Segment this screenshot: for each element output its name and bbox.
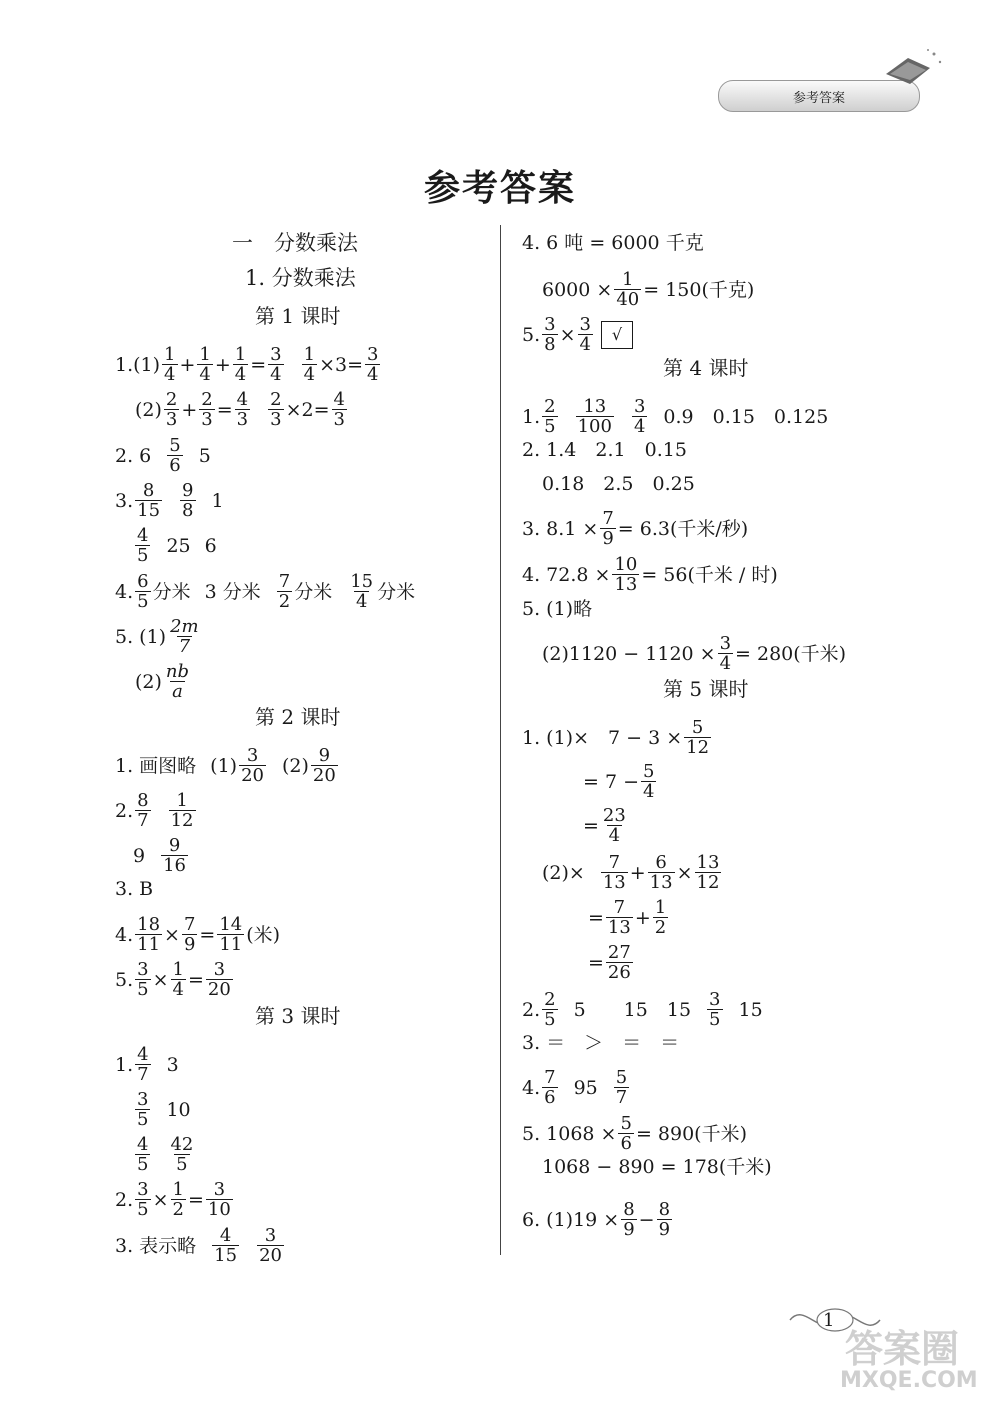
answer-3-5: 5. $\frac{3}{8}$ × $\frac{3}{4}$ √ (522, 315, 633, 354)
fraction-denominator: 5 (137, 979, 149, 1000)
fraction-numerator: 3 (264, 1225, 277, 1246)
answer-4: 4. $\frac{6}{5}$ 分米 3 分米 $\frac{7}{2}$ 分米 $\frac{15}{4}$ 分米 (115, 571, 416, 612)
fraction (578, 315, 593, 354)
answer-4-3: 3. 8.1 × $\frac{7}{9}$ = 6.3(千米/秒) (522, 508, 749, 549)
fraction (641, 762, 656, 801)
fraction-denominator: 13 (602, 872, 626, 893)
fraction-numerator: 13 (583, 396, 607, 417)
answer-5-5-cont: 1068 − 890 = 178(千米) (542, 1156, 772, 1178)
fraction-denominator: 12 (170, 810, 194, 831)
fraction-numerator: 3 (367, 344, 379, 365)
answer-5-5: 5. 1068 × $\frac{5}{6}$ = 890(千米) (522, 1113, 747, 1154)
fraction (257, 1226, 284, 1265)
fraction (135, 481, 162, 520)
fraction (542, 1068, 557, 1107)
fraction-numerator: 1 (172, 959, 184, 980)
answer-3-cont: $\frac{4}{5}$ 25 6 (137, 525, 217, 566)
watermark-url: MXQE.COM (840, 1368, 978, 1393)
answer-3-3: 3. 表示略 $\frac{4}{15}$ $\frac{3}{20}$ (115, 1225, 282, 1266)
answer-3-1: 1. $\frac{4}{7}$ 3 (115, 1044, 179, 1085)
check-mark-box: √ (601, 321, 633, 349)
fraction (618, 1114, 633, 1153)
fraction (169, 791, 196, 830)
fraction-numerator: 2 (165, 389, 178, 410)
answer-4-5-2: (2)1120 − 1120 × $\frac{3}{4}$ = 280(千米) (542, 633, 847, 674)
answer-2-3: 3. B (115, 878, 154, 900)
answer-3: 3. $\frac{8}{15}$ $\frac{9}{8}$ 1 (115, 480, 224, 521)
fraction-denominator: 5 (544, 416, 556, 437)
fraction-numerator: 8 (142, 480, 155, 501)
fraction-denominator: 4 (367, 364, 379, 385)
fraction-numerator: 3 (213, 959, 226, 980)
fraction (695, 853, 722, 892)
answer-5-4: 4. $\frac{7}{6}$ 95 $\frac{5}{7}$ (522, 1067, 628, 1108)
fraction-denominator: 20 (312, 765, 336, 786)
fraction-numerator: 4 (333, 389, 345, 410)
fraction (168, 1135, 195, 1174)
fraction-denominator: 2 (654, 917, 667, 938)
fraction-numerator: 1 (654, 897, 667, 918)
fraction-numerator: 3 (709, 989, 721, 1010)
fraction-denominator: 5 (544, 1009, 556, 1030)
fraction (164, 390, 179, 429)
fraction-numerator: 3 (633, 396, 646, 417)
fraction (612, 555, 639, 594)
fraction-denominator: 20 (207, 979, 231, 1000)
fraction-numerator: 3 (579, 314, 591, 335)
fraction-denominator: 5 (709, 1009, 721, 1030)
fraction-numerator: 2 (270, 389, 282, 410)
fraction-denominator: 5 (176, 1154, 188, 1175)
fraction (601, 853, 628, 892)
fraction (632, 397, 647, 436)
fraction-denominator: 9 (183, 934, 196, 955)
fraction (212, 1226, 239, 1265)
fraction-denominator: 6 (169, 455, 181, 476)
fraction (171, 960, 186, 999)
section-heading: 一 分数乘法 (232, 231, 358, 255)
page-number: 1 (823, 1310, 835, 1331)
fraction-numerator: 15 (350, 571, 374, 592)
fraction-numerator: 7 (613, 897, 626, 918)
column-divider (500, 225, 501, 1255)
fraction-numerator: 2 (544, 989, 556, 1010)
lesson-1-heading: 第 1 课时 (255, 304, 341, 328)
answer-5-1-line1: 1. (1)× 7 − 3 × $\frac{5}{12}$ (522, 717, 710, 758)
fraction (161, 836, 188, 875)
fraction (197, 345, 212, 384)
fraction (217, 915, 244, 954)
fraction-denominator: 15 (137, 500, 161, 521)
answer-3-4-calc: 6000 × $\frac{1}{40}$ = 150(千克) (542, 269, 755, 310)
answer-4-2-cont: 0.18 2.5 0.25 (542, 473, 695, 495)
fraction-denominator: 4 (164, 364, 176, 385)
answer-5-3: 3. ＝ ＞ ＝ ＝ (522, 1032, 680, 1054)
fraction (135, 1090, 150, 1129)
lesson-4-heading: 第 4 课时 (663, 356, 749, 380)
answer-5-1-line3: = $\frac{23}{4}$ (583, 805, 626, 846)
fraction-numerator: 2m (170, 616, 199, 637)
fraction-numerator: 3 (137, 959, 149, 980)
fraction (135, 1180, 150, 1219)
fraction (135, 960, 150, 999)
fraction-denominator: 4 (633, 416, 646, 437)
fraction-denominator: 8 (182, 500, 194, 521)
fraction-numerator: 3 (137, 1179, 149, 1200)
fraction-denominator: 4 (608, 825, 621, 846)
fraction-numerator: 10 (614, 554, 638, 575)
fraction-numerator: 14 (219, 914, 243, 935)
fraction (135, 1135, 150, 1174)
fraction (600, 509, 615, 548)
fraction (182, 915, 197, 954)
fraction-numerator: 2 (544, 396, 556, 417)
fraction-numerator: 13 (696, 852, 720, 873)
fraction (268, 390, 283, 429)
fraction-numerator: 8 (137, 790, 149, 811)
answer-2-2-cont: 9 $\frac{9}{16}$ (133, 835, 186, 876)
fraction-numerator: 9 (318, 745, 331, 766)
fraction-numerator: 8 (623, 1199, 635, 1220)
fraction (657, 1200, 672, 1239)
fraction (199, 390, 214, 429)
fraction (135, 915, 162, 954)
fraction (135, 791, 150, 830)
fraction-denominator: 4 (719, 653, 732, 674)
fraction-numerator: 7 (608, 852, 621, 873)
answer-1-2: (2) $\frac{2}{3}$ + $\frac{2}{3}$ = $\frac{4}{3}$ $\frac{2}{3}$ × 2 = $\frac{4}{3}$ (135, 389, 345, 430)
fraction-numerator: 18 (137, 914, 161, 935)
fraction-denominator: 4 (199, 364, 211, 385)
fraction-denominator: 7 (137, 1064, 149, 1085)
fraction-denominator: 4 (303, 364, 316, 385)
fraction-denominator: 4 (270, 364, 282, 385)
answer-5-1-2-line3: = $\frac{27}{26}$ (588, 942, 631, 983)
fraction-denominator: 3 (165, 409, 178, 430)
fraction-numerator: 4 (137, 525, 149, 546)
fraction-denominator: 10 (207, 1199, 231, 1220)
answer-4-2: 2. 1.4 2.1 0.15 (522, 439, 687, 461)
book-decoration-icon (878, 44, 948, 94)
fraction (206, 960, 233, 999)
fraction (332, 390, 347, 429)
answer-2-2: 2. $\frac{8}{7}$ $\frac{1}{12}$ (115, 790, 194, 831)
fraction-numerator: 2 (201, 389, 213, 410)
fraction-numerator: 3 (270, 344, 282, 365)
fraction-denominator: 13 (614, 574, 638, 595)
fraction (311, 746, 338, 785)
answer-2-5: 5. $\frac{3}{5}$ × $\frac{1}{4}$ = $\frac{3}{20}$ (115, 959, 231, 1000)
answer-5-2: (2) $\frac{nb}{a}$ (135, 661, 190, 702)
fraction (648, 853, 675, 892)
fraction-numerator: 42 (170, 1134, 194, 1155)
fraction-denominator: 13 (607, 917, 631, 938)
fraction (168, 617, 201, 656)
header-tab-label: 参考答案 (792, 91, 845, 106)
fraction-denominator: 3 (236, 409, 249, 430)
fraction-denominator: a (172, 681, 183, 702)
fraction-denominator: 6 (544, 1087, 556, 1108)
watermark-logo: 答案圈 (845, 1327, 960, 1371)
fraction (707, 990, 722, 1029)
fraction-denominator: 6 (620, 1133, 632, 1154)
lesson-3-heading: 第 3 课时 (255, 1004, 341, 1028)
fraction-denominator: 2 (172, 1199, 184, 1220)
fraction-numerator: 7 (183, 914, 196, 935)
lesson-5-heading: 第 5 课时 (663, 677, 749, 701)
fraction-numerator: 1 (199, 344, 211, 365)
fraction (542, 990, 557, 1029)
answer-5-1-2-line1: (2)× $\frac{7}{13}$ + $\frac{6}{13}$ × $\frac{13}{12}$ (542, 852, 720, 893)
section-subheading: 1. 分数乘法 (245, 266, 356, 290)
fraction (653, 898, 668, 937)
fraction-denominator: 9 (658, 1219, 671, 1240)
answer-1-1: 1.(1) $\frac{1}{4}$ + $\frac{1}{4}$ + $\frac{1}{4}$ = $\frac{3}{4}$ $\frac{1}{4}$ × 3 = $\frac{3}{4}$ (115, 344, 379, 385)
fraction-denominator: 5 (137, 1154, 149, 1175)
answer-3-2: 2. $\frac{3}{5}$ × $\frac{1}{2}$ = $\frac{3}{10}$ (115, 1179, 231, 1220)
answer-5-1-2-line2: = $\frac{7}{13}$ + $\frac{1}{2}$ (588, 897, 667, 938)
fraction (164, 662, 191, 701)
fraction (601, 806, 628, 845)
fraction-numerator: 3 (246, 745, 259, 766)
fraction (180, 481, 195, 520)
fraction-denominator: 4 (579, 334, 591, 355)
fraction-denominator: 13 (649, 872, 673, 893)
fraction (718, 634, 733, 673)
fraction (576, 397, 614, 436)
fraction-denominator: 12 (696, 872, 720, 893)
answer-5-1-line2: = 7 − $\frac{5}{4}$ (583, 761, 655, 802)
fraction-numerator: 1 (172, 1179, 184, 1200)
fraction-denominator: 40 (616, 289, 640, 310)
fraction-numerator: 5 (691, 717, 704, 738)
fraction-denominator: 20 (241, 765, 264, 786)
fraction-numerator: 1 (622, 269, 634, 290)
fraction-numerator: 7 (602, 508, 614, 529)
answer-3-1-cont-b (133, 1135, 197, 1174)
answer-5-6: 6. (1)19 × $\frac{8}{9}$ − $\frac{8}{9}$ (522, 1199, 671, 1240)
answer-2: 2. 6 $\frac{5}{6}$ 5 (115, 435, 211, 476)
fraction-denominator: 5 (137, 1199, 149, 1220)
fraction-numerator: 5 (169, 435, 181, 456)
fraction-denominator: 7 (137, 810, 149, 831)
fraction (235, 390, 250, 429)
fraction (614, 270, 641, 309)
fraction (365, 345, 380, 384)
page-title: 参考答案 (423, 168, 576, 209)
fraction-denominator: 3 (333, 409, 345, 430)
fraction-denominator: 3 (270, 409, 282, 430)
fraction-denominator: 5 (137, 545, 149, 566)
fraction-numerator: 3 (544, 314, 556, 335)
fraction-numerator: 5 (615, 1067, 628, 1088)
fraction (206, 1180, 233, 1219)
answer-5-2: 2. $\frac{2}{5}$ 5 15 15 $\frac{3}{5}$ 15 (522, 989, 763, 1030)
answer-4-1: 1. $\frac{2}{5}$ $\frac{13}{100}$ $\frac{3}{4}$ 0.9 0.15 0.125 (522, 396, 829, 437)
fraction-numerator: 1 (303, 344, 316, 365)
fraction-denominator: 4 (234, 364, 247, 385)
fraction-numerator: 1 (164, 344, 176, 365)
fraction-numerator: 5 (620, 1113, 632, 1134)
fraction-denominator: 3 (201, 409, 213, 430)
fraction (614, 1068, 629, 1107)
fraction-denominator: 4 (355, 591, 368, 612)
fraction-denominator: 5 (137, 591, 149, 612)
fraction-numerator: 1 (234, 344, 247, 365)
fraction-denominator: 15 (214, 1245, 238, 1266)
fraction (268, 345, 283, 384)
fraction-denominator: 12 (686, 737, 710, 758)
fraction-numerator: 4 (137, 1044, 149, 1065)
fraction-numerator: 27 (607, 942, 631, 963)
answer-2-4: 4. $\frac{18}{11}$ × $\frac{7}{9}$ = $\frac{14}{11}$ (米) (115, 914, 281, 955)
fraction-denominator: 26 (607, 962, 631, 983)
fraction-numerator: 4 (137, 1134, 149, 1155)
fraction (135, 1045, 150, 1084)
fraction-denominator: 9 (623, 1219, 635, 1240)
lesson-2-heading: 第 2 课时 (255, 705, 341, 729)
fraction (239, 746, 266, 785)
fraction (542, 315, 557, 354)
answer-4-5-1: 5. (1)略 (522, 598, 593, 620)
fraction-numerator: 6 (137, 571, 149, 592)
fraction-numerator: 3 (213, 1179, 226, 1200)
fraction-denominator: 11 (219, 934, 243, 955)
fraction (167, 436, 182, 475)
fraction-denominator: 7 (178, 636, 191, 657)
fraction (162, 345, 177, 384)
fraction-numerator: 5 (643, 761, 655, 782)
fraction (135, 526, 150, 565)
fraction-denominator: 7 (615, 1087, 628, 1108)
fraction (277, 572, 292, 611)
fraction (171, 1180, 186, 1219)
fraction-numerator: 3 (719, 633, 732, 654)
answer-5-1: 5. (1) $\frac{2m}{7}$ (115, 616, 199, 657)
fraction-denominator: 16 (163, 855, 186, 876)
fraction-numerator: 8 (658, 1199, 671, 1220)
fraction-numerator: 7 (544, 1067, 556, 1088)
fraction (135, 572, 150, 611)
answer-3-1-cont-a: $\frac{3}{5}$ 10 (137, 1089, 191, 1130)
fraction (302, 345, 317, 384)
fraction-denominator: 4 (172, 979, 184, 1000)
fraction-numerator: 7 (278, 571, 291, 592)
fraction (684, 718, 711, 757)
fraction (348, 572, 375, 611)
fraction-numerator: 23 (602, 805, 626, 826)
fraction (621, 1200, 636, 1239)
fraction-denominator: 2 (278, 591, 291, 612)
fraction-denominator: 20 (259, 1245, 282, 1266)
fraction-denominator: 5 (137, 1109, 149, 1130)
fraction-denominator: 9 (602, 528, 614, 549)
fraction-numerator: 3 (137, 1089, 149, 1110)
fraction-numerator: 4 (219, 1225, 232, 1246)
fraction-denominator: 8 (544, 334, 556, 355)
fraction-numerator: nb (165, 661, 190, 682)
fraction-numerator: 9 (168, 835, 181, 856)
fraction (233, 345, 248, 384)
fraction-numerator: 4 (236, 389, 249, 410)
fraction-denominator: 11 (137, 934, 161, 955)
answer-2-1: 1. 画图略 (1) $\frac{3}{20}$ (2) $\frac{9}{20}$ (115, 745, 336, 786)
fraction-numerator: 6 (655, 852, 667, 873)
answer-3-4: 4. 6 吨 = 6000 千克 (522, 232, 704, 254)
fraction (542, 397, 557, 436)
fraction (606, 943, 633, 982)
fraction-numerator: 1 (176, 790, 188, 811)
fraction-denominator: 4 (643, 781, 655, 802)
fraction-denominator: 100 (577, 416, 612, 437)
fraction-numerator: 9 (182, 480, 194, 501)
answer-4-4: 4. 72.8 × $\frac{10}{13}$ = 56(千米 / 时) (522, 554, 778, 595)
fraction (606, 898, 633, 937)
